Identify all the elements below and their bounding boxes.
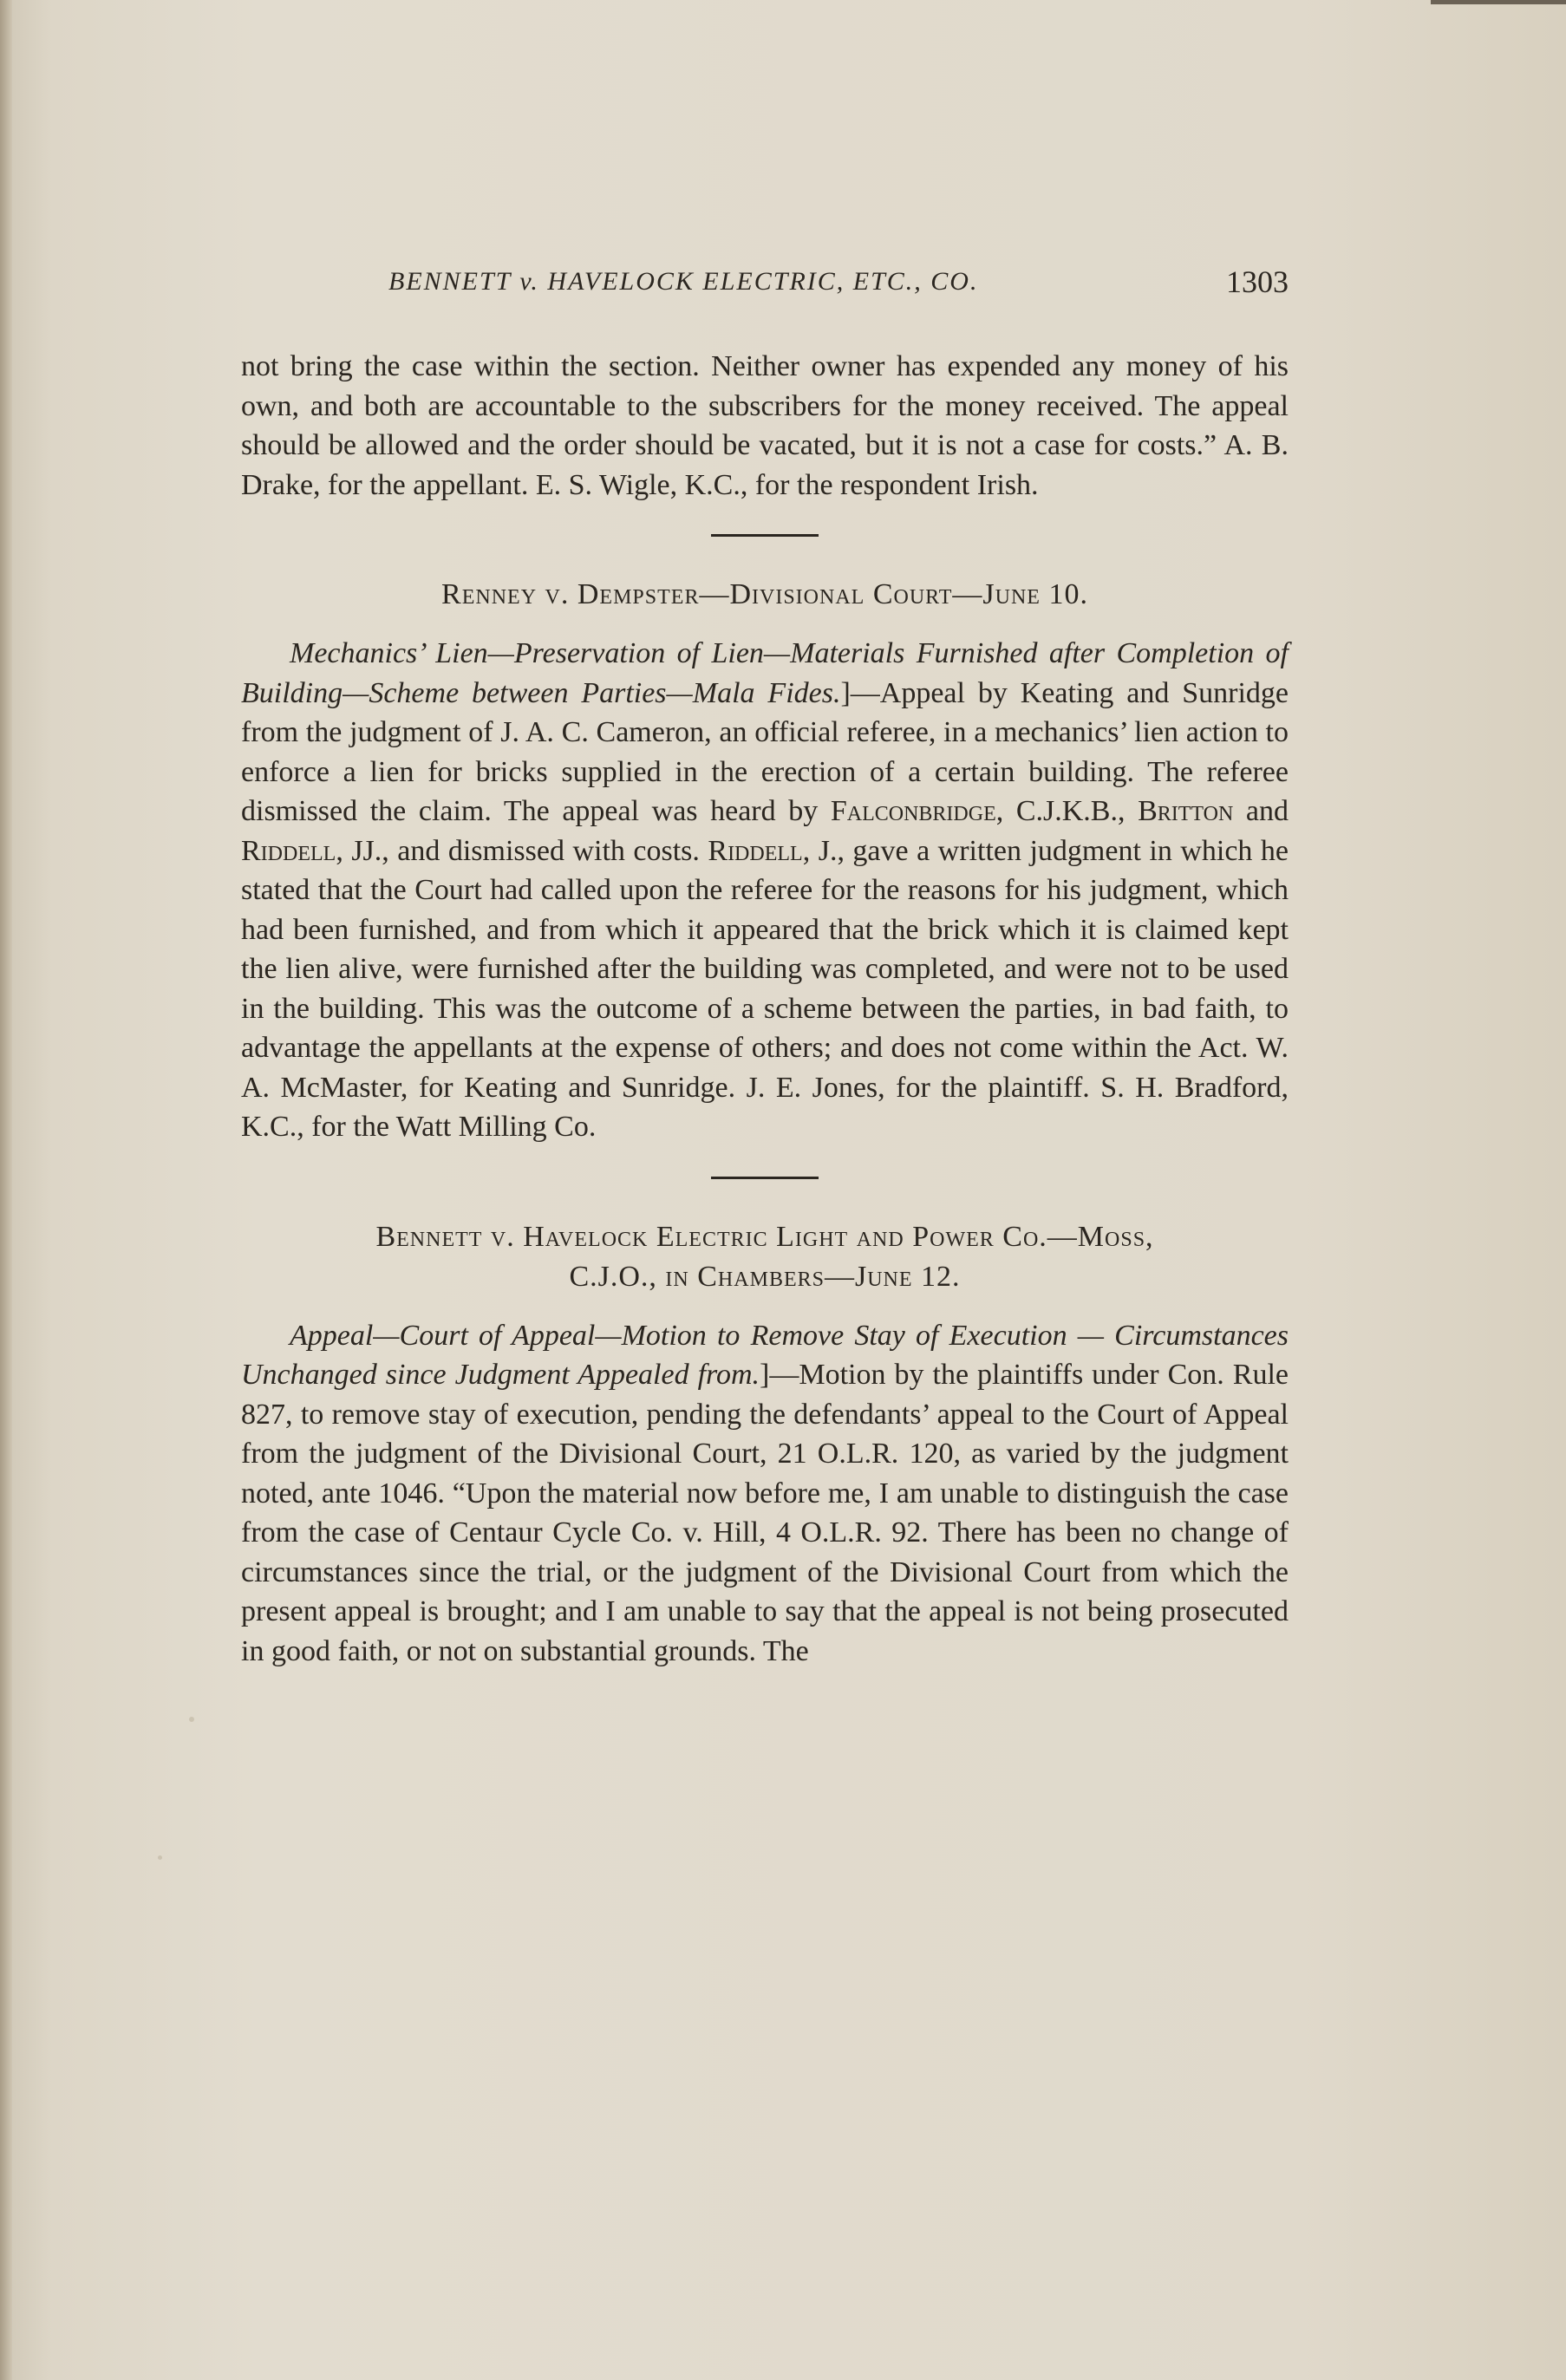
case-heading (241, 1217, 1289, 1297)
judge-name: Britton (1138, 795, 1234, 827)
judge-name: Riddell (241, 834, 336, 867)
paper-speck (158, 1855, 162, 1860)
section-divider (711, 534, 819, 537)
running-head-title: BENNETT v. HAVELOCK ELECTRIC, ETC., CO. (388, 267, 979, 296)
section-divider (711, 1177, 819, 1179)
judge-name: Riddell (708, 834, 803, 867)
page-edge-top (1431, 0, 1566, 4)
case-paragraph: Mechanics’ Lien—Preservation of Lien—Materials Furnished after Completion of Building—Scheme between Parties—Mala Fides.]—Appeal by Keating and Sunridge from the judgment of J. A. C. Cameron, an official referee, in a mechanics’ lien action to enforce a lien for bricks supplied in the erection of a certain building. The referee dismissed the claim. The appeal was heard by Falconbridge, C.J.K.B., Britton and Riddell, JJ., and dismissed with costs. Riddell, J., gave a written judgment in which he stated that the Court had called upon the referee for the reasons for his judgment, which had been furnished, and from which it appeared that the brick which it is claimed kept the lien alive, were furnished after the building was completed, and were not to be used in the building. This was the outcome of a scheme between the parties, in bad faith, to advantage the appellants at the expense of others; and does not come within the Act. W. A. McMaster, for Keating and Sunridge. J. E. Jones, for the plaintiff. S. H. Bradford, K.C., for the Watt Milling Co. (241, 637, 1289, 1143)
case-heading-line: C.J.O., in Chambers—June 12. (569, 1260, 961, 1293)
case-heading-line: Bennett v. Havelock Electric Light and Power Co.—Moss, (375, 1220, 1154, 1253)
running-head (241, 260, 1289, 312)
catchwords: Mechanics’ Lien—Preservation of Lien—Materials Furnished after Completion of Building—Scheme between Parties—Mala Fides. (241, 637, 1289, 709)
paper-speck (189, 1717, 194, 1722)
case-heading: Renney v. Dempster—Divisional Court—June 10. (441, 578, 1088, 610)
case-paragraph: Appeal—Court of Appeal—Motion to Remove Stay of Execution — Circumstances Unchanged since Judgment Appealed from.]—Motion by the plaintiffs under Con. Rule 827, to remove stay of execution, pending the defendants’ appeal to the Court of Appeal from the judgment of the Divisional Court, 21 O.L.R. 120, as varied by the judgment noted, ante 1046. “Upon the material now before me, I am unable to distinguish the case from the case of Centaur Cycle Co. v. Hill, 4 O.L.R. 92. There has been no change of circumstances since the trial, or the judgment of the Divisional Court from which the present appeal is brought; and I am unable to say that the appeal is not being prosecuted in good faith, or not on substantial grounds. The (241, 1319, 1289, 1667)
text-block (241, 260, 1289, 1671)
catchwords: Appeal—Court of Appeal—Motion to Remove Stay of Execution — Circumstances Unchanged since Judgment Appealed from. (241, 1319, 1289, 1391)
judge-name: Falconbridge (830, 795, 996, 827)
page-edge (0, 0, 12, 2380)
page-number: 1303 (1226, 264, 1289, 299)
carryover-paragraph: not bring the case within the section. Neither owner has expended any money of his own, and both are accountable to the subscribers for the money received. The appeal should be allowed and the order should be vacated, but it is not a case for costs.” A. B. Drake, for the appellant. E. S. Wigle, K.C., for the respondent Irish. (241, 350, 1289, 501)
